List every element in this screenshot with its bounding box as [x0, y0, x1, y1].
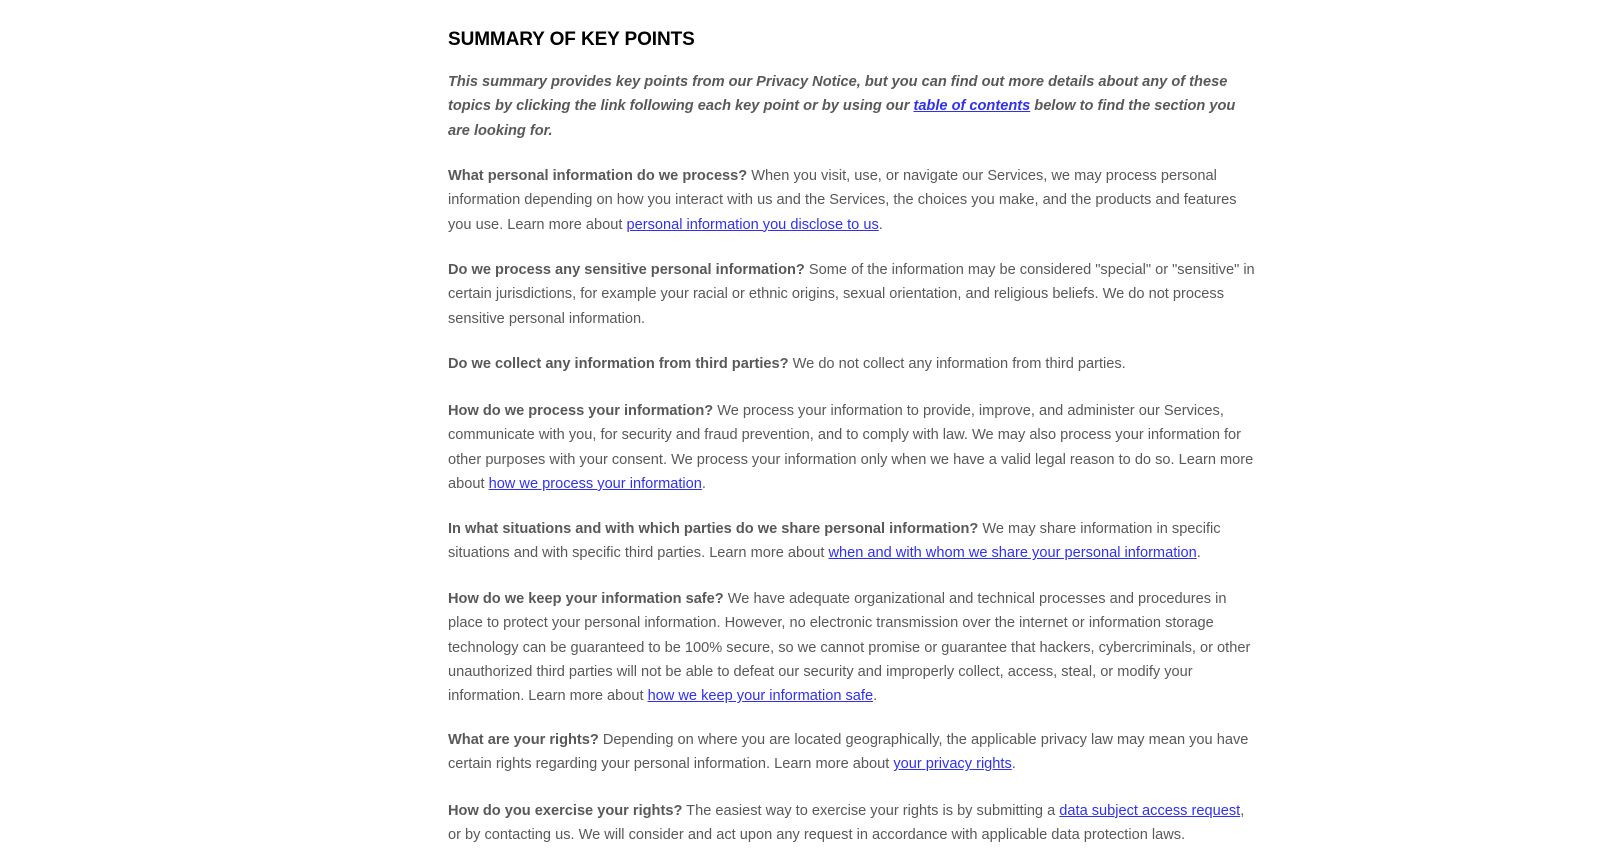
key-point-question: Do we process any sensitive personal information?	[448, 262, 805, 278]
key-point-question: What are your rights?	[448, 732, 599, 748]
privacy-rights-link[interactable]: your privacy rights	[893, 756, 1012, 773]
key-point-question: How do we process your information?	[448, 403, 714, 419]
share-info-link[interactable]: when and with whom we share your personal information	[828, 545, 1197, 562]
key-point-text: We do not collect any information from third parties.	[788, 356, 1126, 372]
key-point-text: We may share information in specific situations and with specific third parties. Learn more about	[448, 521, 1221, 562]
keep-info-safe-link[interactable]: how we keep your information safe	[647, 688, 874, 705]
key-point-text-after: .	[878, 216, 883, 233]
intro-paragraph	[448, 70, 1256, 143]
key-point-text: When you visit, use, or navigate our Services, we may process personal information depending on how you interact with us and the Services, the choices you make, and the products and features you use. Learn more about	[448, 168, 1237, 233]
key-point-share-info	[448, 517, 1256, 566]
intro-text-before: This summary provides key points from our Privacy Notice, but you can find out more details about any of these topics by clicking the link following each key point or by using our	[448, 74, 1228, 115]
personal-info-disclose-link[interactable]: personal information you disclose to us	[626, 216, 879, 233]
how-we-process-link[interactable]: how we process your information	[488, 475, 702, 492]
key-point-text-after: .	[701, 475, 706, 492]
key-point-text: The easiest way to exercise your rights is by submitting a	[682, 803, 1060, 819]
key-point-rights	[448, 728, 1256, 777]
key-point-question: What personal information do we process?	[448, 168, 748, 184]
key-point-text: We have adequate organizational and technical processes and procedures in place to protect your personal information. However, no electronic transmission over the internet or information storage technology can be guaranteed to be 100% secure, so we cannot promise or guarantee that hackers, cybercriminals, or other unauthorized third parties will not be able to defeat our security and improperly collect, access, steal, or modify your information. Learn more about	[448, 591, 1251, 705]
key-point-text: We process your information to provide, improve, and administer our Services, communicate with you, for security and fraud prevention, and to comply with law. We may also process your information for other purposes with your consent. We process your information only when we have a valid legal reason to do so. Learn more about	[448, 403, 1254, 492]
intro-text-after: below to find the section you are looking for.	[448, 98, 1236, 139]
key-point-text: Some of the information may be considered "special" or "sensitive" in certain jurisdictions, for example your racial or ethnic origins, sexual orientation, and religious beliefs. We do not process sensitive personal information.	[448, 262, 1255, 327]
key-point-question: Do we collect any information from third parties?	[448, 356, 789, 372]
key-point-third-parties	[448, 352, 1256, 376]
key-point-text-after: .	[1196, 545, 1201, 562]
key-point-text-after: , or by contacting us. We will consider and act upon any request in accordance with applicable data protection laws.	[448, 803, 1245, 844]
key-point-question: How do we keep your information safe?	[448, 591, 724, 607]
key-point-personal-info	[448, 164, 1256, 237]
section-title: SUMMARY OF KEY POINTS	[448, 29, 695, 50]
data-subject-access-request-link[interactable]: data subject access request	[1059, 803, 1241, 819]
table-of-contents-link[interactable]: table of contents	[913, 98, 1031, 115]
key-point-question: How do you exercise your rights?	[448, 803, 683, 819]
key-point-exercise-rights	[448, 799, 1256, 848]
key-point-text: Depending on where you are located geographically, the applicable privacy law may mean you have certain rights regarding your personal information. Learn more about	[448, 732, 1249, 773]
key-point-sensitive-info	[448, 258, 1256, 331]
key-point-process-info	[448, 399, 1256, 496]
key-point-text-after: .	[1011, 756, 1016, 773]
key-point-question: In what situations and with which parties do we share personal information?	[448, 521, 979, 537]
key-point-text-after: .	[873, 688, 878, 705]
key-point-keep-safe	[448, 587, 1256, 708]
